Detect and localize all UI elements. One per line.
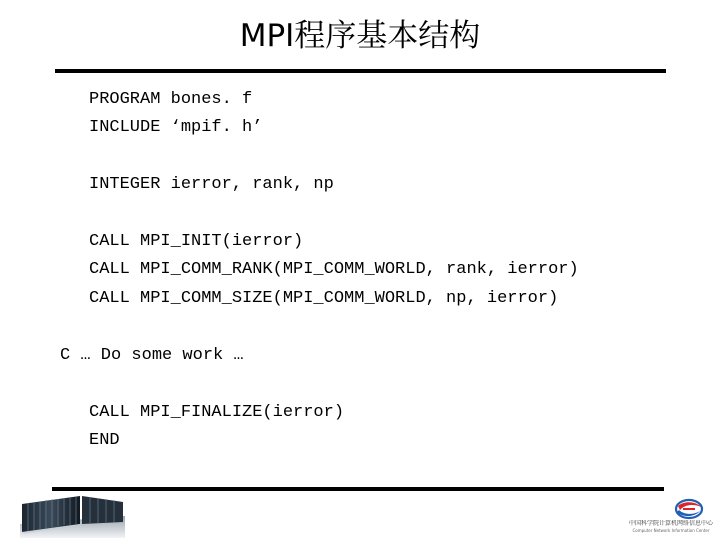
logo-caption xyxy=(628,520,714,536)
code-line: INTEGER ierror, rank, np xyxy=(89,175,334,194)
slide-title: MPI程序基本结构 xyxy=(239,18,481,54)
code-line: INCLUDE ‘mpif. h’ xyxy=(89,118,263,137)
supercomputer-photo xyxy=(20,494,125,538)
code-comment-line: C … Do some work … xyxy=(60,346,244,365)
code-line: CALL MPI_COMM_RANK(MPI_COMM_WORLD, rank, ierror) xyxy=(89,260,579,279)
code-line: CALL MPI_FINALIZE(ierror) xyxy=(89,403,345,422)
logo-caption-english: Computer Network Information Center xyxy=(632,528,710,533)
code-line: CALL MPI_COMM_SIZE(MPI_COMM_WORLD, np, ierror) xyxy=(89,289,559,308)
code-line: END xyxy=(89,431,120,450)
code-line: CALL MPI_INIT(ierror) xyxy=(89,232,304,251)
logo-caption-chinese: 中国科学院计算机网络信息中心 xyxy=(628,520,713,527)
code-line: PROGRAM bones. f xyxy=(89,90,253,109)
top-divider xyxy=(55,69,666,73)
bottom-divider xyxy=(52,487,664,491)
